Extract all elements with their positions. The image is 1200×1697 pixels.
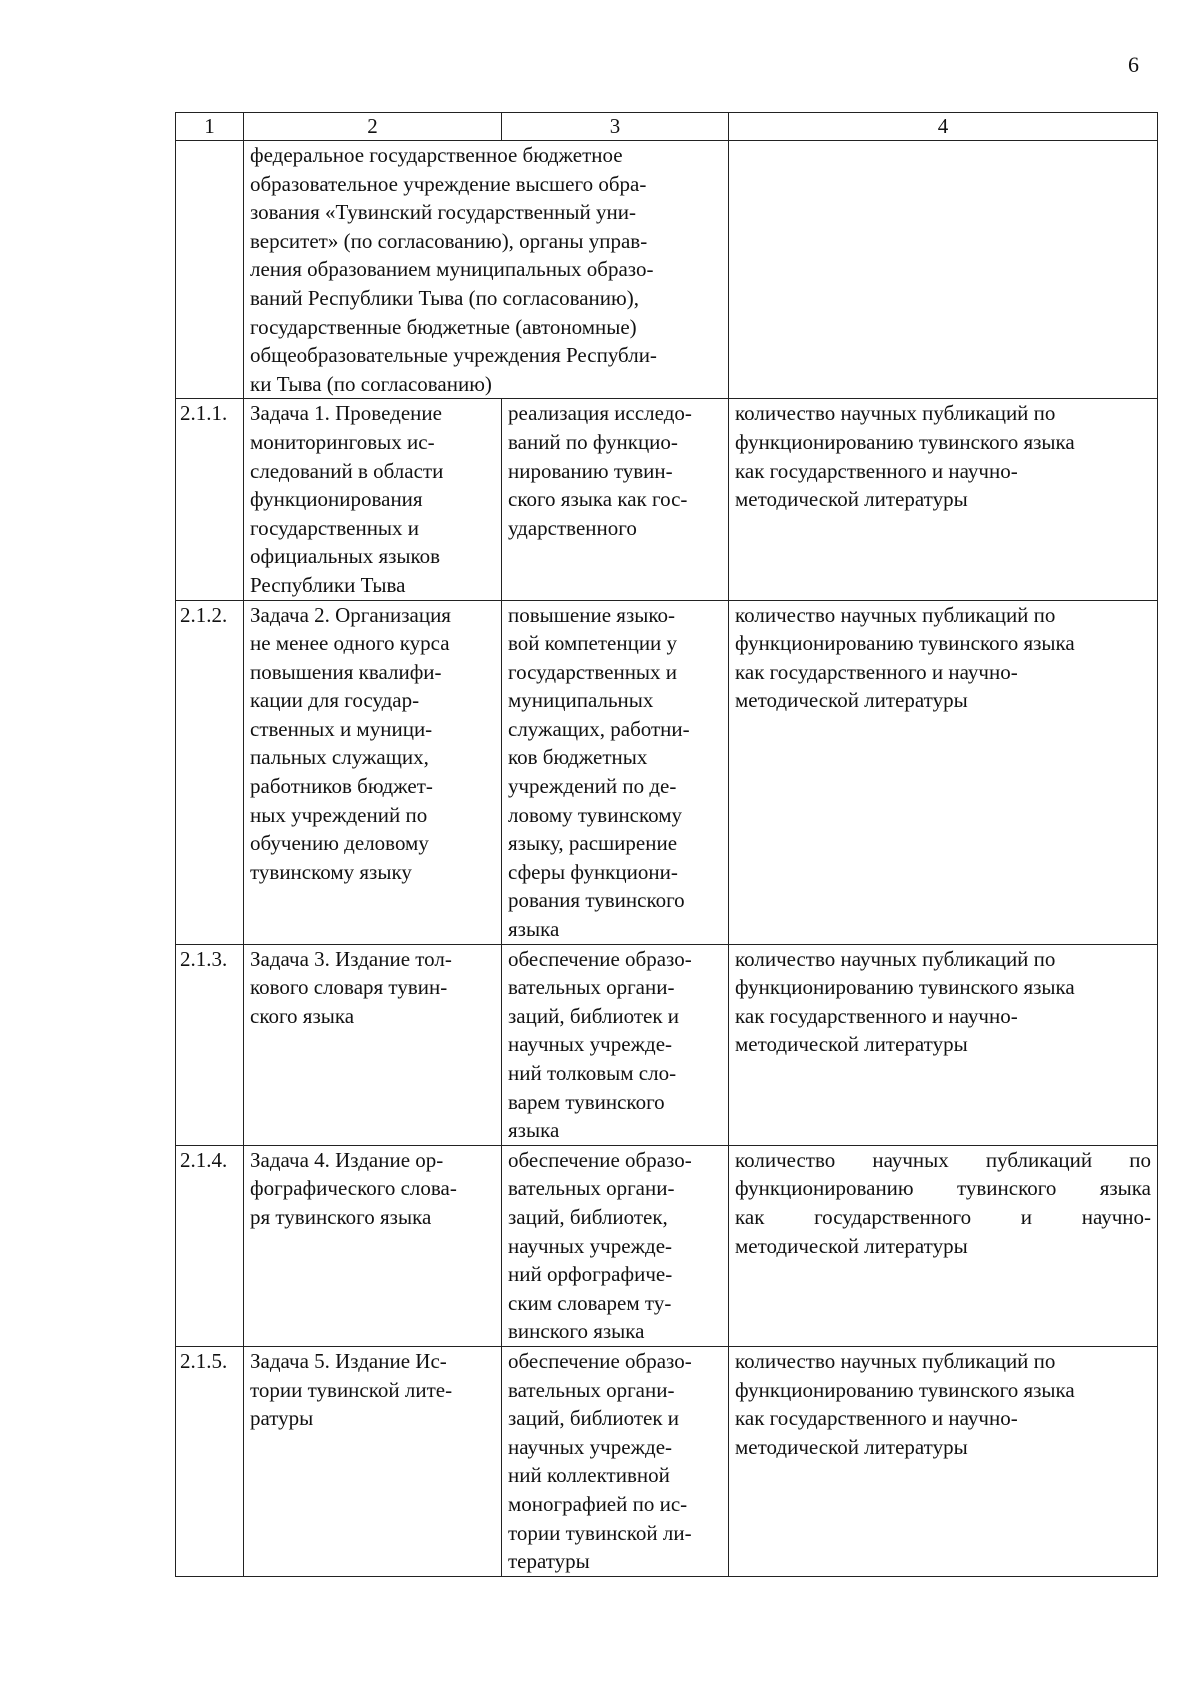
indicator-cell: [729, 1346, 1158, 1576]
result-text-line: тории тувинской ли-: [508, 1520, 692, 1545]
continuation-text-line: образовательное учреждение высшего обра-: [250, 171, 647, 196]
indicator-text-line: количество научных публикаций по: [735, 1147, 1151, 1172]
task-text-line: кового словаря тувин-: [250, 975, 448, 1000]
result-text-line: государственных и: [508, 659, 678, 684]
result-text-line: ваний по функцио-: [508, 429, 678, 454]
task-text-line: мониторинговых ис-: [250, 429, 435, 454]
result-text-line: языку, расширение: [508, 831, 678, 856]
task-text-line: повышения квалифи-: [250, 659, 442, 684]
indicator-text-line: методической литературы: [735, 1032, 968, 1057]
continuation-text-line: ления образованием муниципальных образо-: [250, 257, 654, 282]
result-text-line: служащих, работни-: [508, 716, 690, 741]
result-text-line: заций, библиотек,: [508, 1204, 668, 1229]
task-text-line: тории тувинской лите-: [250, 1377, 453, 1402]
result-text-line: ударственного: [508, 515, 637, 540]
task-text-line: Задача 2. Организация: [250, 602, 451, 627]
task-text-line: официальных языков: [250, 544, 441, 569]
header-col-2: 2: [244, 113, 502, 141]
row-number: 2.1.5.: [176, 1346, 244, 1576]
indicator-text-line: как государственного и научно-: [735, 1003, 1018, 1028]
result-text-line: ков бюджетных: [508, 745, 648, 770]
indicator-text-line: как государственного и научно-: [735, 458, 1018, 483]
indicator-text-line: методической литературы: [735, 688, 968, 713]
header-col-1: 1: [176, 113, 244, 141]
result-text-line: рования тувинского: [508, 888, 685, 913]
indicator-cell: [729, 944, 1158, 1145]
task-text-line: функционирования: [250, 487, 423, 512]
task-cell: [244, 944, 502, 1145]
task-cell: [244, 399, 502, 600]
table-row: [176, 600, 1158, 944]
table-row: [176, 1145, 1158, 1346]
result-text-line: обеспечение образо-: [508, 1147, 692, 1172]
result-text-line: тературы: [508, 1549, 590, 1574]
page-number: 6: [1128, 52, 1139, 77]
result-text-line: ского языка как гос-: [508, 487, 688, 512]
continuation-text-line: ки Тыва (по согласованию): [250, 371, 492, 396]
continuation-executors-cell: [244, 141, 729, 399]
result-cell: [502, 1145, 729, 1346]
result-text-line: монографией по ис-: [508, 1491, 688, 1516]
indicator-text-line: методической литературы: [735, 1233, 968, 1258]
result-text-line: обеспечение образо-: [508, 946, 692, 971]
header-col-4: 4: [729, 113, 1158, 141]
indicator-text-line: как государственного и научно-: [735, 1406, 1018, 1431]
result-text-line: языка: [508, 917, 560, 942]
task-text-line: обучению деловому: [250, 831, 429, 856]
indicator-text-line: количество научных публикаций по: [735, 946, 1056, 971]
result-text-line: реализация исследо-: [508, 401, 692, 426]
task-text-line: ных учреждений по: [250, 802, 428, 827]
result-text-line: ний коллективной: [508, 1463, 670, 1488]
task-text-line: работников бюджет-: [250, 774, 433, 799]
continuation-text-line: государственные бюджетные (автономные): [250, 314, 637, 339]
result-text-line: вой компетенции у: [508, 631, 678, 656]
result-text-line: ским словарем ту-: [508, 1290, 672, 1315]
result-text-line: ний орфографиче-: [508, 1262, 673, 1287]
indicator-text-line: количество научных публикаций по: [735, 1348, 1056, 1373]
indicator-cell: [729, 399, 1158, 600]
result-text-line: обеспечение образо-: [508, 1348, 692, 1373]
table-row: [176, 399, 1158, 600]
result-text-line: нированию тувин-: [508, 458, 673, 483]
task-text-line: Задача 5. Издание Ис-: [250, 1348, 447, 1373]
program-table: [175, 112, 1158, 1577]
task-text-line: следований в области: [250, 458, 444, 483]
continuation-text-line: общеобразовательные учреждения Республи-: [250, 343, 657, 368]
indicator-text-line: количество научных публикаций по: [735, 602, 1056, 627]
indicator-cell: [729, 1145, 1158, 1346]
indicator-text-line: как государственного и научно-: [735, 659, 1018, 684]
result-text-line: сферы функциони-: [508, 859, 678, 884]
continuation-indicator-cell: [729, 141, 1158, 399]
task-cell: [244, 1145, 502, 1346]
indicator-text-line: как государственного и научно-: [735, 1204, 1151, 1229]
task-text-line: кации для государ-: [250, 688, 420, 713]
task-text-line: не менее одного курса: [250, 631, 450, 656]
result-text-line: языка: [508, 1118, 560, 1143]
result-text-line: научных учрежде-: [508, 1032, 673, 1057]
task-text-line: ственных и муници-: [250, 716, 433, 741]
continuation-text-line: ваний Республики Тыва (по согласованию),: [250, 285, 639, 310]
table-row: [176, 944, 1158, 1145]
result-cell: [502, 399, 729, 600]
row-number: 2.1.4.: [176, 1145, 244, 1346]
task-cell: [244, 600, 502, 944]
task-text-line: тувинскому языку: [250, 859, 412, 884]
task-text-line: ратуры: [250, 1406, 314, 1431]
result-text-line: учреждений по де-: [508, 774, 677, 799]
result-cell: [502, 1346, 729, 1576]
task-text-line: Республики Тыва: [250, 572, 406, 597]
result-text-line: повышение языко-: [508, 602, 675, 627]
indicator-text-line: функционированию тувинского языка: [735, 429, 1075, 454]
indicator-text-line: количество научных публикаций по: [735, 401, 1056, 426]
header-col-3: 3: [502, 113, 729, 141]
result-text-line: муниципальных: [508, 688, 654, 713]
task-text-line: государственных и: [250, 515, 420, 540]
indicator-text-line: функционированию тувинского языка: [735, 1176, 1151, 1201]
task-text-line: фографического слова-: [250, 1176, 457, 1201]
result-text-line: ловому тувинскому: [508, 802, 683, 827]
result-text-line: варем тувинского: [508, 1089, 665, 1114]
indicator-text-line: функционированию тувинского языка: [735, 1377, 1075, 1402]
task-text-line: пальных служащих,: [250, 745, 429, 770]
result-text-line: научных учрежде-: [508, 1233, 673, 1258]
task-text-line: Задача 3. Издание тол-: [250, 946, 452, 971]
result-text-line: ний толковым сло-: [508, 1061, 677, 1085]
row-number: 2.1.2.: [176, 600, 244, 944]
result-text-line: научных учрежде-: [508, 1434, 673, 1459]
task-text-line: Задача 1. Проведение: [250, 401, 442, 426]
indicator-text-line: функционированию тувинского языка: [735, 631, 1075, 656]
indicator-text-line: методической литературы: [735, 487, 968, 512]
result-text-line: заций, библиотек и: [508, 1406, 680, 1431]
task-text-line: ского языка: [250, 1003, 355, 1028]
indicator-text-line: функционированию тувинского языка: [735, 975, 1075, 1000]
result-text-line: вательных органи-: [508, 1377, 675, 1402]
row-number: 2.1.1.: [176, 399, 244, 600]
row-number: 2.1.3.: [176, 944, 244, 1145]
continuation-text-line: зования «Тувинский государственный уни-: [250, 200, 636, 225]
continuation-row: [176, 141, 1158, 399]
result-text-line: вательных органи-: [508, 975, 675, 1000]
task-text-line: ря тувинского языка: [250, 1204, 432, 1229]
indicator-text-line: методической литературы: [735, 1434, 968, 1459]
result-text-line: вательных органи-: [508, 1176, 675, 1201]
table-row: [176, 1346, 1158, 1576]
continuation-text-line: федеральное государственное бюджетное: [250, 143, 623, 167]
continuation-text-line: верситет» (по согласованию), органы управ-: [250, 228, 648, 253]
continuation-num-cell: [176, 141, 244, 399]
result-text-line: заций, библиотек и: [508, 1003, 680, 1028]
result-cell: [502, 944, 729, 1145]
result-cell: [502, 600, 729, 944]
indicator-cell: [729, 600, 1158, 944]
table-header-row: [176, 113, 1158, 141]
task-text-line: Задача 4. Издание ор-: [250, 1147, 444, 1172]
task-cell: [244, 1346, 502, 1576]
result-text-line: винского языка: [508, 1319, 645, 1344]
